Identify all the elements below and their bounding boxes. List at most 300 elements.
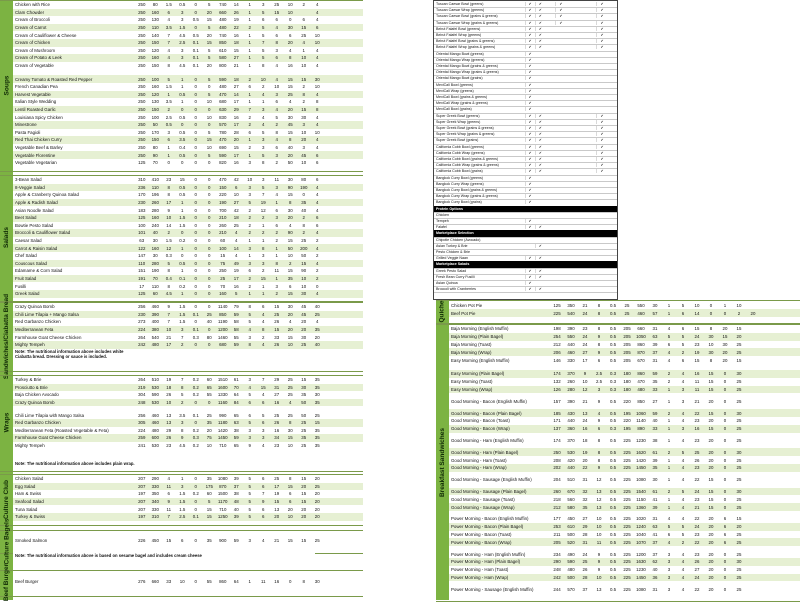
row-value: 1050 bbox=[636, 334, 646, 340]
check-icon: ✔ bbox=[535, 39, 545, 43]
row-value: 40 bbox=[652, 567, 658, 573]
check-icon: ✔ bbox=[525, 8, 535, 12]
row-value: 15 bbox=[708, 426, 714, 432]
row-values bbox=[135, 284, 324, 289]
check-icon: ✔ bbox=[525, 188, 535, 192]
row-value: 25 bbox=[314, 311, 320, 317]
table-row bbox=[13, 106, 363, 114]
row-value: 30 bbox=[708, 349, 714, 355]
row-value: 4 bbox=[681, 504, 685, 510]
row-value: 18 bbox=[233, 76, 239, 82]
row-value: 29 bbox=[274, 377, 280, 383]
row-value: 21 bbox=[694, 504, 700, 510]
row-value: 250 bbox=[138, 137, 146, 143]
row-values bbox=[550, 379, 746, 384]
section-label bbox=[0, 375, 13, 470]
row-name: Red Garbanzo Chicken bbox=[15, 319, 61, 325]
row-value: 22 bbox=[694, 586, 700, 592]
row-value: 13 bbox=[582, 410, 588, 416]
row-name: Power Morning - Ham (English Muffin) bbox=[451, 551, 526, 557]
row-value: 25 bbox=[736, 349, 742, 355]
row-value: 860 bbox=[637, 371, 645, 377]
row-value: 23 bbox=[694, 465, 700, 471]
check-icon: ✔ bbox=[525, 163, 535, 167]
row-value: 204 bbox=[553, 477, 561, 483]
row-value: 8 bbox=[597, 302, 601, 308]
row-values bbox=[135, 177, 324, 182]
row-value: 25 bbox=[582, 559, 588, 565]
row-value: 0.5 bbox=[609, 559, 617, 565]
row-value: 6 bbox=[235, 184, 238, 190]
row-value: 990 bbox=[219, 412, 227, 418]
row-value: 35 bbox=[314, 427, 320, 433]
row-value: 0 bbox=[208, 230, 211, 236]
row-value: 0 bbox=[208, 184, 211, 190]
row-value: 4 bbox=[316, 91, 319, 97]
row-value: 0.5 bbox=[165, 122, 172, 128]
row-value: 137 bbox=[553, 426, 561, 432]
row-value: 5 bbox=[681, 524, 685, 530]
row-value: 4 bbox=[289, 319, 292, 325]
row-value: 150 bbox=[151, 107, 159, 113]
check-icon: ✔ bbox=[525, 225, 535, 229]
row-values bbox=[550, 458, 746, 463]
row-value: 10 bbox=[206, 114, 212, 120]
row-value: 0 bbox=[208, 200, 211, 206]
row-value: 4.5 bbox=[165, 291, 172, 297]
table-row bbox=[13, 326, 363, 334]
row-value: 1 bbox=[667, 496, 671, 502]
row-value: 39 bbox=[652, 341, 658, 347]
row-value: 0.5 bbox=[609, 465, 617, 471]
row-value: 6 bbox=[316, 177, 319, 183]
row-value: 420 bbox=[567, 457, 575, 463]
row-value: 2 bbox=[248, 222, 251, 228]
row-value: 0 bbox=[194, 253, 197, 259]
row-value: 57 bbox=[652, 310, 658, 316]
row-value: 150 bbox=[151, 137, 159, 143]
row-value: 250 bbox=[553, 449, 561, 455]
row-value: 5 bbox=[181, 392, 184, 398]
row-value: 0 bbox=[709, 310, 713, 316]
row-value: 4 bbox=[316, 291, 319, 297]
row-value: 20 bbox=[274, 514, 280, 520]
row-value: 25 bbox=[736, 551, 742, 557]
row-value: 4 bbox=[262, 91, 265, 97]
row-value: 0 bbox=[194, 538, 197, 543]
row-value: 15 bbox=[301, 76, 307, 82]
table-row bbox=[449, 538, 800, 546]
row-value: 280 bbox=[567, 386, 575, 392]
row-value: 49 bbox=[233, 260, 239, 266]
row-value: 25 bbox=[233, 222, 239, 228]
row-value: 5 bbox=[667, 524, 671, 530]
row-name: Good Morning - Sausage (Toast) bbox=[451, 496, 515, 502]
row-value: 4 bbox=[275, 107, 278, 113]
row-value: 27 bbox=[582, 516, 588, 522]
row-value: 29 bbox=[233, 107, 239, 113]
table-row bbox=[13, 536, 363, 545]
row-name: Farmhouse Goat Cheese Chicken bbox=[15, 435, 82, 441]
row-value: 24 bbox=[582, 334, 588, 340]
check-icon: ✔ bbox=[596, 163, 606, 167]
row-value: 10 bbox=[233, 192, 239, 198]
row-value: 15 bbox=[736, 326, 742, 332]
row-value: 3 bbox=[181, 55, 184, 61]
row-value: 12 bbox=[596, 477, 602, 483]
row-value: 1 bbox=[723, 302, 727, 308]
row-value: 490 bbox=[567, 551, 575, 557]
row-value: 13 bbox=[274, 506, 280, 512]
table-row bbox=[13, 199, 363, 207]
row-value: 570 bbox=[219, 122, 227, 128]
menu-item-name: Bangkok Curry Wrap (greens) bbox=[436, 181, 484, 186]
row-value: 50 bbox=[301, 400, 307, 406]
row-value: 15 bbox=[206, 17, 212, 23]
row-value: 207 bbox=[138, 506, 146, 512]
row-value: 710 bbox=[219, 506, 227, 512]
row-values bbox=[135, 185, 324, 190]
row-value: 180 bbox=[623, 371, 631, 377]
row-value: 26 bbox=[582, 567, 588, 573]
row-name: Chef Salad bbox=[15, 253, 37, 259]
row-value: 0 bbox=[194, 291, 197, 297]
row-value: 8 bbox=[275, 40, 278, 46]
row-value: 0.4 bbox=[179, 145, 186, 151]
row-value: 25 bbox=[736, 465, 742, 471]
row-value: 1 bbox=[248, 137, 251, 143]
row-value: 360 bbox=[567, 426, 575, 432]
row-values bbox=[135, 443, 324, 448]
row-name: Good Morning - Ham (Plain Bagel) bbox=[451, 449, 519, 455]
table-row bbox=[449, 417, 800, 425]
row-value: 29 bbox=[166, 427, 172, 433]
row-values bbox=[135, 385, 324, 390]
row-value: 10 bbox=[694, 302, 700, 308]
row-value: 3 bbox=[181, 327, 184, 333]
row-value: 9 bbox=[167, 499, 170, 505]
row-value: 0 bbox=[208, 207, 211, 213]
row-value: 20 bbox=[708, 437, 714, 443]
row-value: 20 bbox=[314, 506, 320, 512]
row-values bbox=[135, 40, 324, 45]
row-value: 20 bbox=[287, 152, 293, 158]
row-value: 2 bbox=[248, 76, 251, 82]
row-value: 1 bbox=[262, 238, 265, 244]
table-row bbox=[13, 121, 363, 129]
row-value: 350 bbox=[151, 491, 159, 497]
row-value: 0.5 bbox=[609, 334, 617, 340]
row-value: 30 bbox=[152, 238, 158, 244]
row-value: 100 bbox=[151, 114, 159, 120]
row-name: Power Morning - Bacon (Plain Bagel) bbox=[451, 524, 524, 530]
row-value: 50 bbox=[287, 245, 293, 251]
row-value: 15 bbox=[736, 357, 742, 363]
row-value: 5 bbox=[208, 152, 211, 158]
row-value: 4 bbox=[167, 47, 170, 53]
row-value: 0 bbox=[723, 586, 727, 592]
row-values bbox=[550, 303, 746, 308]
row-value: 21 bbox=[233, 63, 239, 69]
row-value: 3.5 bbox=[165, 25, 172, 31]
menu-item-name: MexiCali Bowl (grains & greens) bbox=[436, 95, 488, 100]
check-icon: ✔ bbox=[525, 114, 535, 118]
row-value: 19 bbox=[260, 200, 266, 206]
table-row bbox=[13, 318, 363, 326]
row-value: 25 bbox=[736, 426, 742, 432]
row-value: 250 bbox=[138, 76, 146, 82]
row-name: Good Morning - Sausage (Plain Bagel) bbox=[451, 488, 527, 494]
row-value: 25 bbox=[301, 443, 307, 449]
row-value: 160 bbox=[151, 55, 159, 61]
row-value: 20 bbox=[287, 311, 293, 317]
table-row bbox=[13, 144, 363, 152]
row-value: 35 bbox=[301, 435, 307, 441]
row-value: 0.5 bbox=[609, 418, 617, 424]
row-value: 160 bbox=[219, 291, 227, 297]
row-value: 0 bbox=[194, 342, 197, 348]
row-value: 225 bbox=[623, 559, 631, 565]
row-value: 40 bbox=[314, 304, 320, 310]
row-value: 3 bbox=[262, 137, 265, 143]
row-value: 15 bbox=[301, 377, 307, 383]
table-row bbox=[13, 151, 363, 159]
row-value: 390 bbox=[151, 311, 159, 317]
row-value: 13 bbox=[596, 488, 602, 494]
row-value: 15 bbox=[179, 177, 185, 183]
row-value: 1 bbox=[248, 2, 251, 8]
row-value: 480 bbox=[567, 567, 575, 573]
row-value: 11 bbox=[274, 268, 280, 274]
row-value: 15 bbox=[206, 514, 212, 520]
row-value: 3 bbox=[262, 427, 265, 433]
row-value: 0 bbox=[723, 418, 727, 424]
row-value: 5 bbox=[248, 200, 251, 206]
row-value: 11 bbox=[274, 177, 280, 183]
row-values bbox=[135, 92, 324, 97]
row-value: 550 bbox=[637, 302, 645, 308]
row-value: 8 bbox=[289, 420, 292, 426]
row-value: 0 bbox=[194, 184, 197, 190]
row-name: Lentil Roasted Garlic bbox=[15, 107, 56, 113]
row-value: 25 bbox=[736, 504, 742, 510]
table-row bbox=[449, 333, 800, 341]
row-value: 30 bbox=[736, 559, 742, 565]
row-value: 38 bbox=[652, 437, 658, 443]
row-value: 208 bbox=[553, 457, 561, 463]
row-value: 35 bbox=[301, 392, 307, 398]
check-icon: ✔ bbox=[535, 27, 545, 31]
row-value: 31 bbox=[652, 516, 658, 522]
row-value: 21 bbox=[694, 398, 700, 404]
row-value: 10 bbox=[314, 129, 320, 135]
row-value: 59 bbox=[652, 410, 658, 416]
row-value: 15 bbox=[301, 499, 307, 505]
row-value: 9 bbox=[597, 567, 601, 573]
row-value: 0 bbox=[181, 122, 184, 128]
row-value: 16 bbox=[233, 114, 239, 120]
row-values bbox=[550, 438, 746, 443]
row-value: 25 bbox=[736, 437, 742, 443]
check-icon: ✔ bbox=[535, 169, 545, 173]
row-value: 6 bbox=[262, 514, 265, 520]
row-value: 0.5 bbox=[609, 457, 617, 463]
row-value: 0.5 bbox=[192, 32, 199, 38]
row-value: 510 bbox=[567, 477, 575, 483]
row-value: 190 bbox=[151, 268, 159, 274]
row-value: 4 bbox=[275, 63, 278, 69]
row-value: 480 bbox=[219, 17, 227, 23]
check-icon: ✔ bbox=[525, 176, 535, 180]
row-value: 1 bbox=[275, 253, 278, 259]
table-row bbox=[13, 427, 363, 435]
row-value: 6 bbox=[723, 539, 727, 545]
row-value: 20 bbox=[722, 357, 728, 363]
row-value: 197 bbox=[138, 491, 146, 497]
row-value: 15 bbox=[206, 40, 212, 46]
row-value: 15 bbox=[287, 129, 293, 135]
row-value: 4 bbox=[316, 200, 319, 206]
row-value: 22 bbox=[694, 539, 700, 545]
row-value: 6 bbox=[167, 9, 170, 15]
row-value: 1 bbox=[667, 310, 671, 316]
row-value: 205 bbox=[553, 539, 561, 545]
row-value: 7 bbox=[262, 491, 265, 497]
row-value: 740 bbox=[219, 2, 227, 8]
row-value: 37 bbox=[652, 349, 658, 355]
row-value: 240 bbox=[151, 222, 159, 228]
menu-item-name: Tempeh bbox=[436, 219, 449, 224]
row-value: 212 bbox=[553, 341, 561, 347]
check-icon: ✔ bbox=[525, 287, 535, 291]
row-value: 15 bbox=[708, 379, 714, 385]
row-value: 1.5 bbox=[179, 304, 186, 310]
row-values bbox=[550, 371, 746, 376]
row-value: 130 bbox=[151, 17, 159, 23]
row-value: 6 bbox=[316, 160, 319, 166]
row-value: 0 bbox=[208, 400, 211, 406]
row-value: 0.5 bbox=[609, 504, 617, 510]
row-value: 1 bbox=[248, 17, 251, 23]
row-value: 4 bbox=[667, 349, 671, 355]
row-value: 1020 bbox=[636, 516, 646, 522]
row-value: 15 bbox=[314, 420, 320, 426]
table-row bbox=[449, 348, 800, 356]
row-value: 26 bbox=[274, 342, 280, 348]
row-value: 1 bbox=[262, 291, 265, 297]
row-value: 10 bbox=[736, 302, 742, 308]
row-value: 0 bbox=[194, 304, 197, 310]
row-value: 4 bbox=[681, 496, 685, 502]
row-value: 33 bbox=[652, 386, 658, 392]
row-value: 45 bbox=[287, 122, 293, 128]
row-value: 30 bbox=[287, 177, 293, 183]
row-value: 25 bbox=[314, 483, 320, 489]
row-value: 25 bbox=[301, 342, 307, 348]
row-name: Good Morning - Ham (Wrap) bbox=[451, 465, 507, 471]
row-name: Pasta Fagioli bbox=[15, 129, 41, 135]
row-value: 0 bbox=[194, 207, 197, 213]
check-icon: ✔ bbox=[525, 95, 535, 99]
row-value: 24 bbox=[694, 574, 700, 580]
row-value: 35 bbox=[582, 504, 588, 510]
row-value: 6 bbox=[262, 304, 265, 310]
row-value: 24 bbox=[582, 341, 588, 347]
row-name: Fusilli bbox=[15, 283, 27, 289]
row-value: 660 bbox=[637, 326, 645, 332]
row-value: 25 bbox=[736, 567, 742, 573]
row-value: 10 bbox=[314, 32, 320, 38]
row-value: 20 bbox=[708, 524, 714, 530]
row-name: Good Morning - Sausage (English Muffin) bbox=[451, 477, 532, 483]
row-values bbox=[135, 246, 324, 251]
row-value: 226 bbox=[138, 538, 146, 543]
row-name: Power Morning - Sausage (English Muffin) bbox=[451, 586, 534, 592]
row-value: 25 bbox=[694, 449, 700, 455]
row-value: 30 bbox=[652, 302, 658, 308]
row-value: 6 bbox=[248, 400, 251, 406]
row-values bbox=[135, 122, 324, 127]
row-value: 0 bbox=[302, 192, 305, 198]
row-value: 259 bbox=[138, 435, 146, 441]
row-value: 6 bbox=[262, 17, 265, 23]
row-values bbox=[550, 450, 746, 455]
row-value: 27 bbox=[694, 567, 700, 573]
row-value: 90 bbox=[287, 184, 293, 190]
table-row bbox=[13, 206, 363, 214]
row-value: 10 bbox=[166, 327, 172, 333]
row-value: 23 bbox=[274, 443, 280, 449]
row-value: 370 bbox=[567, 437, 575, 443]
row-value: 12 bbox=[260, 207, 266, 213]
row-value: 110 bbox=[151, 283, 159, 289]
row-value: 8 bbox=[262, 327, 265, 333]
row-name: Good Morning - Bacon (English Muffin) bbox=[451, 398, 527, 404]
row-value: 30 bbox=[736, 410, 742, 416]
row-value: 30 bbox=[301, 334, 307, 340]
row-value: 0 bbox=[208, 238, 211, 244]
row-value: 290 bbox=[553, 559, 561, 565]
row-name: Vegetable Beef & Barley bbox=[15, 145, 63, 151]
row-value: 0.5 bbox=[179, 152, 186, 158]
row-value: 0 bbox=[723, 371, 727, 377]
row-value: 38 bbox=[233, 427, 239, 433]
check-icon: ✔ bbox=[535, 269, 545, 273]
row-values bbox=[135, 145, 324, 150]
section-label-text: Beef Burger bbox=[3, 563, 10, 602]
menu-item-name: Beirut Falafel Wrap (grains & greens) bbox=[436, 45, 496, 50]
row-value: 31 bbox=[652, 326, 658, 332]
check-icon: ✔ bbox=[525, 126, 535, 130]
row-value: 3 bbox=[248, 435, 251, 441]
menu-item-name: Tuscan Caesar Bowl (grains & greens) bbox=[436, 14, 498, 19]
row-value: 35 bbox=[301, 200, 307, 206]
row-name: Apple & Radish Salad bbox=[15, 200, 58, 206]
row-value: 20 bbox=[582, 457, 588, 463]
row-value: 19 bbox=[166, 377, 172, 383]
table-row bbox=[449, 437, 800, 445]
row-value: 8 bbox=[167, 63, 170, 69]
row-value: 5 bbox=[167, 260, 170, 266]
row-value: 1 bbox=[248, 152, 251, 158]
row-value: 30 bbox=[152, 253, 158, 259]
row-value: 4 bbox=[681, 559, 685, 565]
row-value: 0 bbox=[194, 84, 197, 90]
row-value: 157 bbox=[553, 398, 561, 404]
row-value: 630 bbox=[219, 107, 227, 113]
table-row bbox=[13, 244, 363, 252]
row-value: 13 bbox=[166, 420, 172, 426]
